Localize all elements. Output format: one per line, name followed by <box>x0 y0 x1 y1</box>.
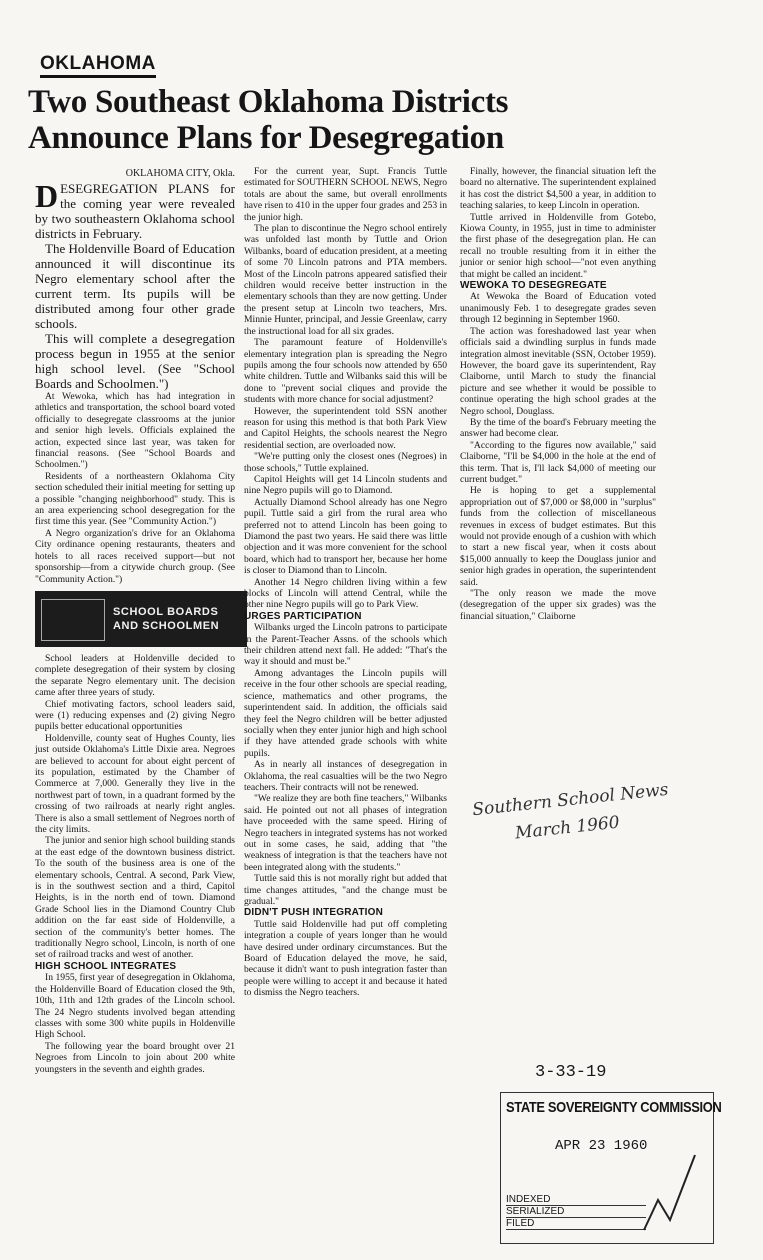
paragraph: Capitol Heights will get 14 Lincoln students and nine Negro pupils will go to Diamond. <box>244 473 447 497</box>
paragraph: At Wewoka the Board of Education voted unanimously Feb. 1 to desegregate grades seven through 12 beginning in September 1960. <box>460 291 656 326</box>
paragraph: Actually Diamond School already has one Negro pupil. Tuttle said a girl from the rural area who preferred not to attend Lincoln has been going to Diamond the past two years. He said there was little objection and it was more convenient for the school board, which had to transport her, because her home is closer to Diamond than to Lincoln. <box>244 496 447 577</box>
paragraph: Residents of a northeastern Oklahoma City section scheduled their initial meeting for setting up a possible "changing neighborhood" study. This is an area experiencing school desegregation for the first time this year. (See "Community Action.") <box>35 470 235 528</box>
paragraph: School leaders at Holdenville decided to complete desegregation of their system by closing the separate Negro elementary unit. The decision came after three years of study. <box>35 652 235 699</box>
banner-line-1: SCHOOL BOARDS <box>113 605 219 618</box>
paragraph: Another 14 Negro children living within a few blocks of Lincoln will attend Central, while the other nine Negro pupils will go to Park View. <box>244 576 447 611</box>
subhead: WEWOKA TO DESEGREGATE <box>460 280 607 292</box>
dateline: OKLAHOMA CITY, Okla. <box>125 168 235 179</box>
subhead: DIDN'T PUSH INTEGRATION <box>244 907 384 919</box>
column-2 <box>244 166 447 999</box>
subhead: HIGH SCHOOL INTEGRATES <box>35 960 177 972</box>
paragraph: At Wewoka, which has had integration in athletics and transportation, the school board voted officially to desegregate classrooms at the junior and senior high levels. Officials explained the action, expected since last year, was taken for financial reasons. (See "School Boards and Schoolmen.") <box>35 391 235 471</box>
paragraph: By the time of the board's February meeting the answer had become clear. <box>460 416 656 440</box>
paragraph: Holdenville, county seat of Hughes County, lies just outside Oklahoma's Little Dixie area. Negroes are believed to account for about eight percent of its population, estimated by the Chamber of Commerce at 7,000. Generally they live in the northwest part of town, in a quadrant formed by the crossing of two railroads at nearly right angles. There is also a small settlement of Negroes north of the city limits. <box>35 732 235 835</box>
banner-graphic <box>41 599 105 641</box>
banner-line-2: AND SCHOOLMEN <box>113 619 220 632</box>
paragraph: Chief motivating factors, school leaders said, were (1) reducing expenses and (2) giving Negro pupils better educational opportunities <box>35 698 235 733</box>
school-boards-banner <box>35 591 247 647</box>
stamp-title: STATE SOVEREIGNTY COMMISSION <box>506 1099 722 1116</box>
headline-line-2: Announce Plans for Desegregation <box>28 120 504 156</box>
column-1 <box>35 166 235 1075</box>
lead-paragraph: DESEGREGATION PLANS for the coming year were revealed by two southeastern Oklahoma school districts in February. <box>35 178 235 241</box>
paragraph: The plan to discontinue the Negro school entirely was unfolded last month by Tuttle and Orion Wilbanks, board of education president, at a meeting of some 70 Lincoln patrons and PTA members. Most of the Lincoln patrons appeared satisfied their children would receive better instruction in the elementary schools than they are now getting. Under the present setup at Lincoln two teachers, Mrs. Minnie Hunter, principal, and Jessie Greenlaw, carry the instructional load for all six grades. <box>244 223 447 337</box>
paragraph: Tuttle said Holdenville had put off completing integration a couple of years longer than he would have desired under ordinary circumstances. But the Board of Education delayed the move, he said, because it didn't want to push integration faster than people were willing to accept it and because it hated to dismiss the Negro teachers. <box>244 918 447 999</box>
subhead: URGES PARTICIPATION <box>244 610 362 622</box>
stamp-filed: FILED <box>506 1218 646 1230</box>
stamp-serialized: SERIALIZED <box>506 1206 646 1218</box>
paragraph: Wilbanks urged the Lincoln patrons to participate in the Parent-Teacher Assns. of the schools which their children attend next fall. He added: "That's the way it should and must be." <box>244 622 447 668</box>
paragraph: "The only reason we made the move (desegregation of the upper six grades) was the financial situation," Claiborne <box>460 588 656 622</box>
paragraph: Among advantages the Lincoln pupils will receive in the four other schools are special reading, science, mathematics and other programs, the superintendent said. In addition, the officials said they feel the Negro children will be better adjusted socially when they enter junior high and high school if they have attended grade schools with white pupils. <box>244 667 447 759</box>
lead-section <box>35 166 235 391</box>
stamp-indexed: INDEXED <box>506 1194 646 1206</box>
stamp-checklist <box>506 1194 646 1230</box>
signature-mark <box>640 1150 700 1240</box>
handwritten-source: Southern School News <box>471 779 670 821</box>
paragraph: Tuttle said this is not morally right but added that time changes attitudes, "and the change must be gradual." <box>244 873 447 907</box>
handwritten-date: March 1960 <box>514 812 621 844</box>
section-label: OKLAHOMA <box>40 54 156 78</box>
column-3 <box>460 166 656 622</box>
paragraph: As in nearly all instances of desegregation in Oklahoma, the real casualties will be the two Negro teachers. Their contracts will not be renewed. <box>244 759 447 793</box>
lead-paragraph-3: This will complete a desegregation process begun in 1955 at the senior high school level. (See "School Boards and Schoolmen.") <box>35 331 235 391</box>
paragraph: The paramount feature of Holdenville's elementary integration plan is spreading the Negro pupils among the four schools now attended by 650 white children. Tuttle and Wilbanks said this will be done to "prevent social cliques and provide the students with more chance for social adjustment? <box>244 337 447 406</box>
drop-cap: D <box>35 178 59 214</box>
paragraph: In 1955, first year of desegregation in Oklahoma, the Holdenville Board of Education closed the 9th, 10th, 11th and 12th grades of the Lincoln school. The 24 Negro students involved began attending classes with some 300 white pupils in Holdenville High School. <box>35 972 235 1041</box>
lead-paragraph-2: The Holdenville Board of Education announced it will discontinue its Negro elementary school after the current term. Its pupils will be distributed among four other grade schools. <box>35 241 235 331</box>
paragraph: The junior and senior high school building stands at the east edge of the downtown business district. To the south of the business area is one of the elementary schools, Central. A second, Park View, is in the southwest section and a third, Capitol Heights, is in the north end of town. Diamond Grade School lies in the Diamond Country Club addition on the far east side of Holdenville, a section of the community's better homes. The traditionally Negro school, Lincoln, is north of one set of railroad tracks and west of another. <box>35 835 235 961</box>
paragraph: He is hoping to get a supplemental appropriation out of $7,000 or $8,000 in "surplus" funds from the collection of miscellaneous revenues in excess of budget estimates. But this would not provide enough of a cushion with which to start a new fiscal year, when it costs about $15,000 annually to keep the Douglass junior and senior high grades in operation, the superintendent said. <box>460 485 656 588</box>
stamp-date: APR 23 1960 <box>555 1138 648 1154</box>
headline-line-1: Two Southeast Oklahoma Districts <box>28 84 509 120</box>
headline <box>28 84 628 156</box>
paragraph: "According to the figures now available," said Claiborne, "I'll be $4,000 in the hole at the end of this term. That is, I'll lack $4,000 of meeting our current budget." <box>460 439 656 485</box>
paragraph: For the current year, Supt. Francis Tuttle estimated for SOUTHERN SCHOOL NEWS, Negro totals are about the same, but overall enrollments have risen to 410 in the upper four grades and 253 in the junior high. <box>244 166 447 223</box>
paragraph: However, the superintendent told SSN another reason for using this method is that both Park View and Capitol Heights, the schools nearest the Negro residential section, are overloaded now. <box>244 405 447 451</box>
paragraph: A Negro organization's drive for an Oklahoma City ordinance opening restaurants, theaters and hotels to all races received support—but not sponsorship—from a citywide church group. (See "Community Action.") <box>35 527 235 585</box>
paragraph: "We're putting only the closest ones (Negroes) in those schools," Tuttle explained. <box>244 451 447 474</box>
paragraph: "We realize they are both fine teachers," Wilbanks said. He pointed out not all phases of integration have proceeded with the same speed. Hiring of Negro teachers in integrated systems has not worked out in some cases, he said, adding that "the weakness of integration is that the teachers have not been integrated along with the students." <box>244 793 447 873</box>
paragraph: Finally, however, the financial situation left the board no alternative. The superintendent explained it has cost the district $4,500 a year, in addition to teaching salaries, to keep Lincoln in operation. <box>460 166 656 212</box>
paragraph: The action was foreshadowed last year when officials said a dwindling surplus in funds made integration almost inevitable (SSN, October 1959). However, the board gave its superintendent, Ray Claiborne, until March to study the financial picture and see whether it would be possible to continue operating the high school grades at the Negro school, Douglass. <box>460 325 656 417</box>
paragraph: Tuttle arrived in Holdenville from Gotebo, Kiowa County, in 1955, just in time to administer the first phase of the desegregation plan. He can recall no trouble resulting from it in either the junior or senior high school—"not even anything that might be called an incident." <box>460 211 656 280</box>
paragraph: The following year the board brought over 21 Negroes from Lincoln to join about 200 white youngsters in the seventh and eighth grades. <box>35 1040 235 1075</box>
stamp-file-number: 3-33-19 <box>535 1063 607 1082</box>
